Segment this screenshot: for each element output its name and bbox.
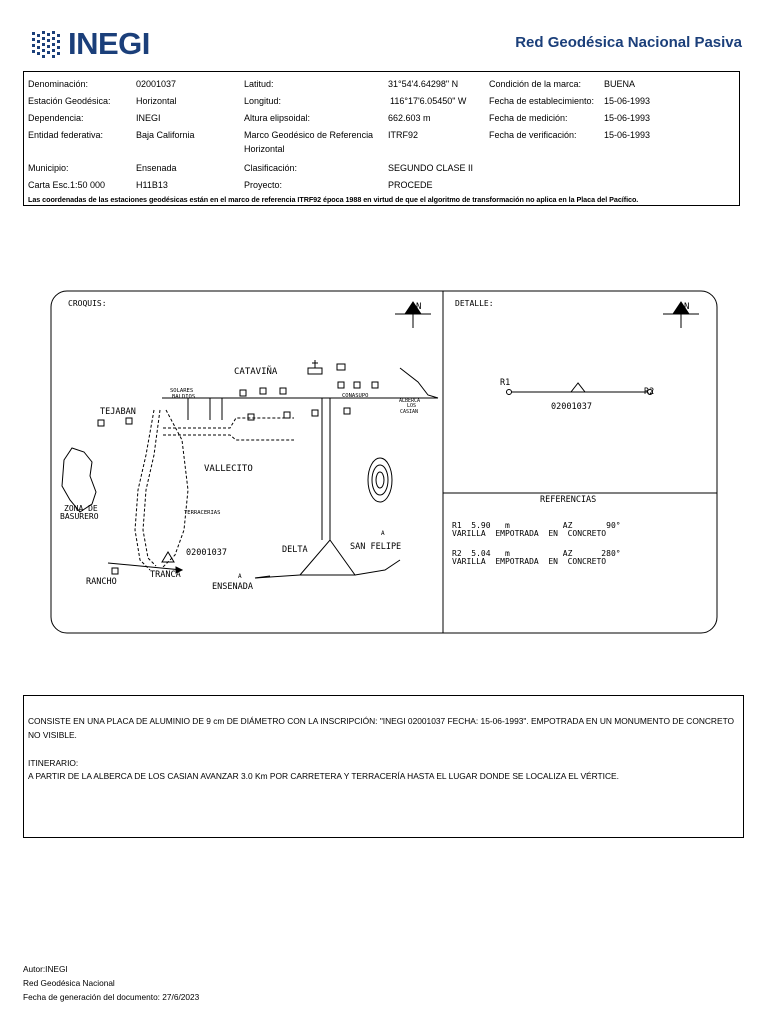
label-delta: DELTA: [282, 545, 308, 555]
label-latitud: Latitud:: [244, 79, 274, 89]
north-label: N: [416, 302, 422, 312]
church-icon: [308, 360, 322, 374]
label-station: 02001037: [186, 548, 227, 558]
value-municipio: Ensenada: [136, 163, 177, 173]
north-label-detail: N: [684, 302, 690, 312]
itinerary-label: ITINERARIO:: [28, 758, 79, 768]
hill-icon: [368, 458, 392, 502]
label-ensenada: ENSENADA: [212, 582, 253, 592]
label-fecha-medicion: Fecha de medición:: [489, 113, 568, 123]
dirt-roads: [135, 410, 294, 570]
value-condicion: BUENA: [604, 79, 636, 89]
label-los: LOS: [407, 403, 417, 409]
itrf-note: Las coordenadas de las estaciones geodésicas están en el marco de referencia ITRF92 época 1988 en virtud de que el algoritmo de transformación no aplica en la Placa del Pacífico.: [28, 195, 639, 204]
detail-r1: R1: [500, 378, 511, 388]
label-san-felipe-a: A: [381, 530, 385, 537]
label-marco-line2: Horizontal: [244, 144, 285, 154]
description-box: [23, 695, 744, 838]
logo-wordmark: INEGI: [68, 26, 150, 61]
station-triangle-icon: [162, 552, 174, 562]
sketch-panel: [50, 290, 718, 634]
detail-station: 02001037: [551, 402, 592, 412]
label-municipio: Municipio:: [28, 163, 69, 173]
label-baldios: BALDIOS: [172, 394, 196, 400]
footer-org: Red Geodésica Nacional: [23, 978, 115, 988]
label-clasificacion: Clasificación:: [244, 163, 298, 173]
value-dependencia: INEGI: [136, 113, 161, 123]
north-arrow-icon: [395, 302, 431, 328]
inegi-logo-dots-icon: [32, 30, 64, 58]
reference-r1-line1: R1 5.90 m AZ 90°: [452, 521, 621, 530]
value-fecha-verificacion: 15-06-1993: [604, 130, 651, 140]
label-tranca: TRANCA: [150, 570, 181, 580]
detail-line: [507, 383, 653, 395]
label-dependencia: Dependencia:: [28, 113, 84, 123]
inegi-logo: [32, 28, 150, 60]
label-vallecito: VALLECITO: [204, 464, 253, 474]
detail-r2: R2: [644, 387, 655, 397]
label-longitud: Longitud:: [244, 96, 282, 106]
label-terracerias: TERRACERIAS: [184, 510, 221, 516]
label-proyecto: Proyecto:: [244, 180, 283, 190]
label-fecha-establecimiento: Fecha de establecimiento:: [489, 96, 595, 106]
station-info-table: [23, 71, 740, 206]
label-conasupo: CONASUPO: [342, 393, 369, 399]
reference-r1-line2: VARILLA EMPOTRADA EN CONCRETO: [452, 529, 607, 538]
value-fecha-medicion: 15-06-1993: [604, 113, 651, 123]
label-san-felipe: SAN FELIPE: [350, 542, 402, 552]
itinerary-text: A PARTIR DE LA ALBERCA DE LOS CASIAN AVANZAR 3.0 Km POR CARRETERA Y TERRACERÍA HASTA EL LUGAR DONDE SE LOCALIZA EL VÉRTICE.: [28, 771, 619, 781]
label-marco: Marco Geodésico de Referencia: [244, 130, 374, 140]
label-casian: CASIAN: [400, 409, 419, 415]
label-estacion: Estación Geodésica:: [28, 96, 111, 106]
value-longitud: 116°17'6.05450" W: [390, 96, 467, 106]
footer-author: Autor:INEGI: [23, 964, 68, 974]
label-denominacion: Denominación:: [28, 79, 89, 89]
value-fecha-establecimiento: 15-06-1993: [604, 96, 651, 106]
value-marco: ITRF92: [388, 130, 419, 140]
value-latitud: 31°54'4.64298" N: [388, 79, 459, 89]
reference-r2-line2: VARILLA EMPOTRADA EN CONCRETO: [452, 557, 607, 566]
value-clasificacion: SEGUNDO CLASE II: [388, 163, 474, 173]
label-altura: Altura elipsoidal:: [244, 113, 311, 123]
detalle-label: DETALLE:: [455, 299, 494, 308]
label-zona: ZONA DE: [64, 504, 98, 513]
reference-r2-line1: R2 5.04 m AZ 280°: [452, 549, 621, 558]
label-alberca: ALBERCA: [399, 398, 421, 404]
label-fecha-verificacion: Fecha de verificación:: [489, 130, 577, 140]
label-rancho: RANCHO: [86, 577, 117, 587]
label-entidad: Entidad federativa:: [28, 130, 104, 140]
basurero-area: [62, 448, 96, 512]
label-basurero: BASURERO: [60, 512, 99, 521]
footer-date: Fecha de generación del documento: 27/6/2023: [23, 992, 200, 1002]
value-estacion: Horizontal: [136, 96, 177, 106]
value-denominacion: 02001037: [136, 79, 177, 89]
page-title: Red Geodésica Nacional Pasiva: [515, 34, 742, 51]
value-altura: 662.603 m: [388, 113, 431, 123]
north-arrow-detail-icon: [663, 302, 699, 328]
footer: [23, 962, 199, 1004]
label-solares: SOLARES: [170, 388, 194, 394]
label-carta: Carta Esc.1:50 000: [28, 180, 106, 190]
label-tejaban: TEJABAN: [100, 407, 136, 417]
label-catavina: CATAVIÑA: [234, 367, 278, 377]
value-carta: H11B13: [136, 180, 168, 190]
value-entidad: Baja California: [136, 130, 195, 140]
label-ensenada-a: A: [238, 573, 242, 580]
tranca-line: [108, 563, 270, 578]
croquis-label: CROQUIS:: [68, 299, 107, 308]
label-condicion: Condición de la marca:: [489, 79, 582, 89]
referencias-title: REFERENCIAS: [540, 495, 597, 505]
value-proyecto: PROCEDE: [388, 180, 433, 190]
description-text: CONSISTE EN UNA PLACA DE ALUMINIO DE 9 cm DE DIÁMETRO CON LA INSCRIPCIÓN: "INEGI 02001037 FECHA: 15-06-1993". EMPOTRADA EN UN MONUMENTO DE CONCRETO NO VISIBLE.: [28, 716, 735, 740]
